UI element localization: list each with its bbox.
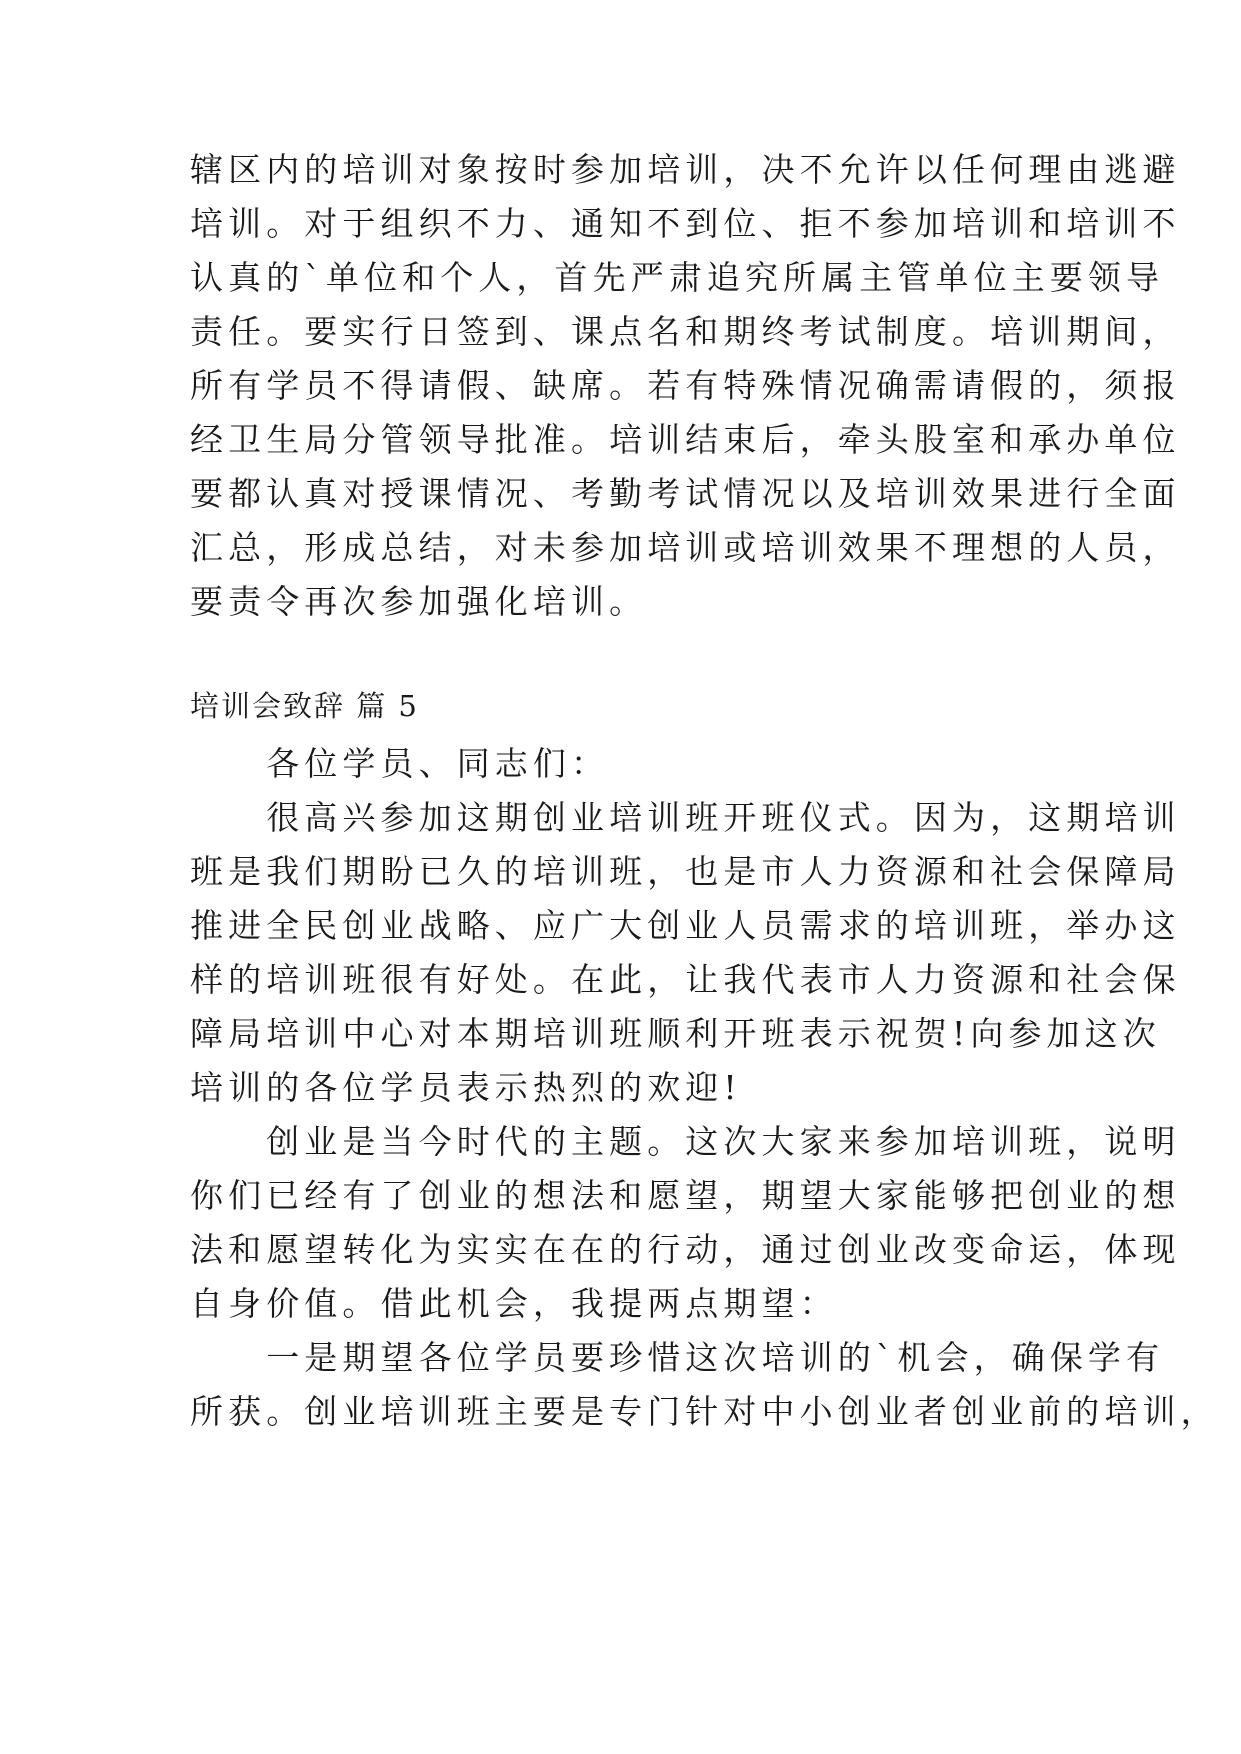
paragraph-line: 经卫生局分管领导批准。培训结束后，牵头股室和承办单位 — [190, 420, 1181, 459]
paragraph-line: 汇总，形成总结，对未参加培训或培训效果不理想的人员， — [190, 528, 1181, 567]
paragraph-line: 认真的`单位和个人，首先严肃追究所属主管单位主要领导 — [190, 258, 1165, 297]
paragraph-line: 培训的各位学员表示热烈的欢迎! — [190, 1068, 742, 1107]
paragraph-line: 很高兴参加这期创业培训班开班仪式。因为，这期培训 — [190, 798, 1181, 837]
paragraph-line: 培训。对于组织不力、通知不到位、拒不参加培训和培训不 — [190, 204, 1181, 243]
paragraph-line: 样的培训班很有好处。在此，让我代表市人力资源和社会保 — [190, 960, 1181, 999]
paragraph-line: 所获。创业培训班主要是专门针对中小创业者创业前的培训， — [190, 1392, 1219, 1431]
paragraph-line: 一是期望各位学员要珍惜这次培训的`机会，确保学有 — [190, 1338, 1165, 1377]
paragraph-line: 要责令再次参加强化培训。 — [190, 582, 648, 621]
paragraph-line: 所有学员不得请假、缺席。若有特殊情况确需请假的，须报 — [190, 366, 1181, 405]
paragraph-line: 法和愿望转化为实实在在的行动，通过创业改变命运，体现 — [190, 1230, 1181, 1269]
paragraph-line: 各位学员、同志们： — [190, 744, 610, 783]
paragraph-line: 辖区内的培训对象按时参加培训，决不允许以任何理由逃避 — [190, 150, 1181, 189]
paragraph-line: 要都认真对授课情况、考勤考试情况以及培训效果进行全面 — [190, 474, 1181, 513]
paragraph-line: 班是我们期盼已久的培训班，也是市人力资源和社会保障局 — [190, 852, 1181, 891]
paragraph-line: 自身价值。借此机会，我提两点期望： — [190, 1284, 838, 1323]
paragraph-line: 障局培训中心对本期培训班顺利开班表示祝贺!向参加这次 — [190, 1014, 1161, 1053]
paragraph-line: 责任。要实行日签到、课点名和期终考试制度。培训期间， — [190, 312, 1181, 351]
paragraph-line: 你们已经有了创业的想法和愿望，期望大家能够把创业的想 — [190, 1176, 1181, 1215]
paragraph-line: 推进全民创业战略、应广大创业人员需求的培训班，举办这 — [190, 906, 1181, 945]
paragraph-line: 创业是当今时代的主题。这次大家来参加培训班，说明 — [190, 1122, 1181, 1161]
section-title: 培训会致辞 篇 5 — [190, 689, 419, 723]
